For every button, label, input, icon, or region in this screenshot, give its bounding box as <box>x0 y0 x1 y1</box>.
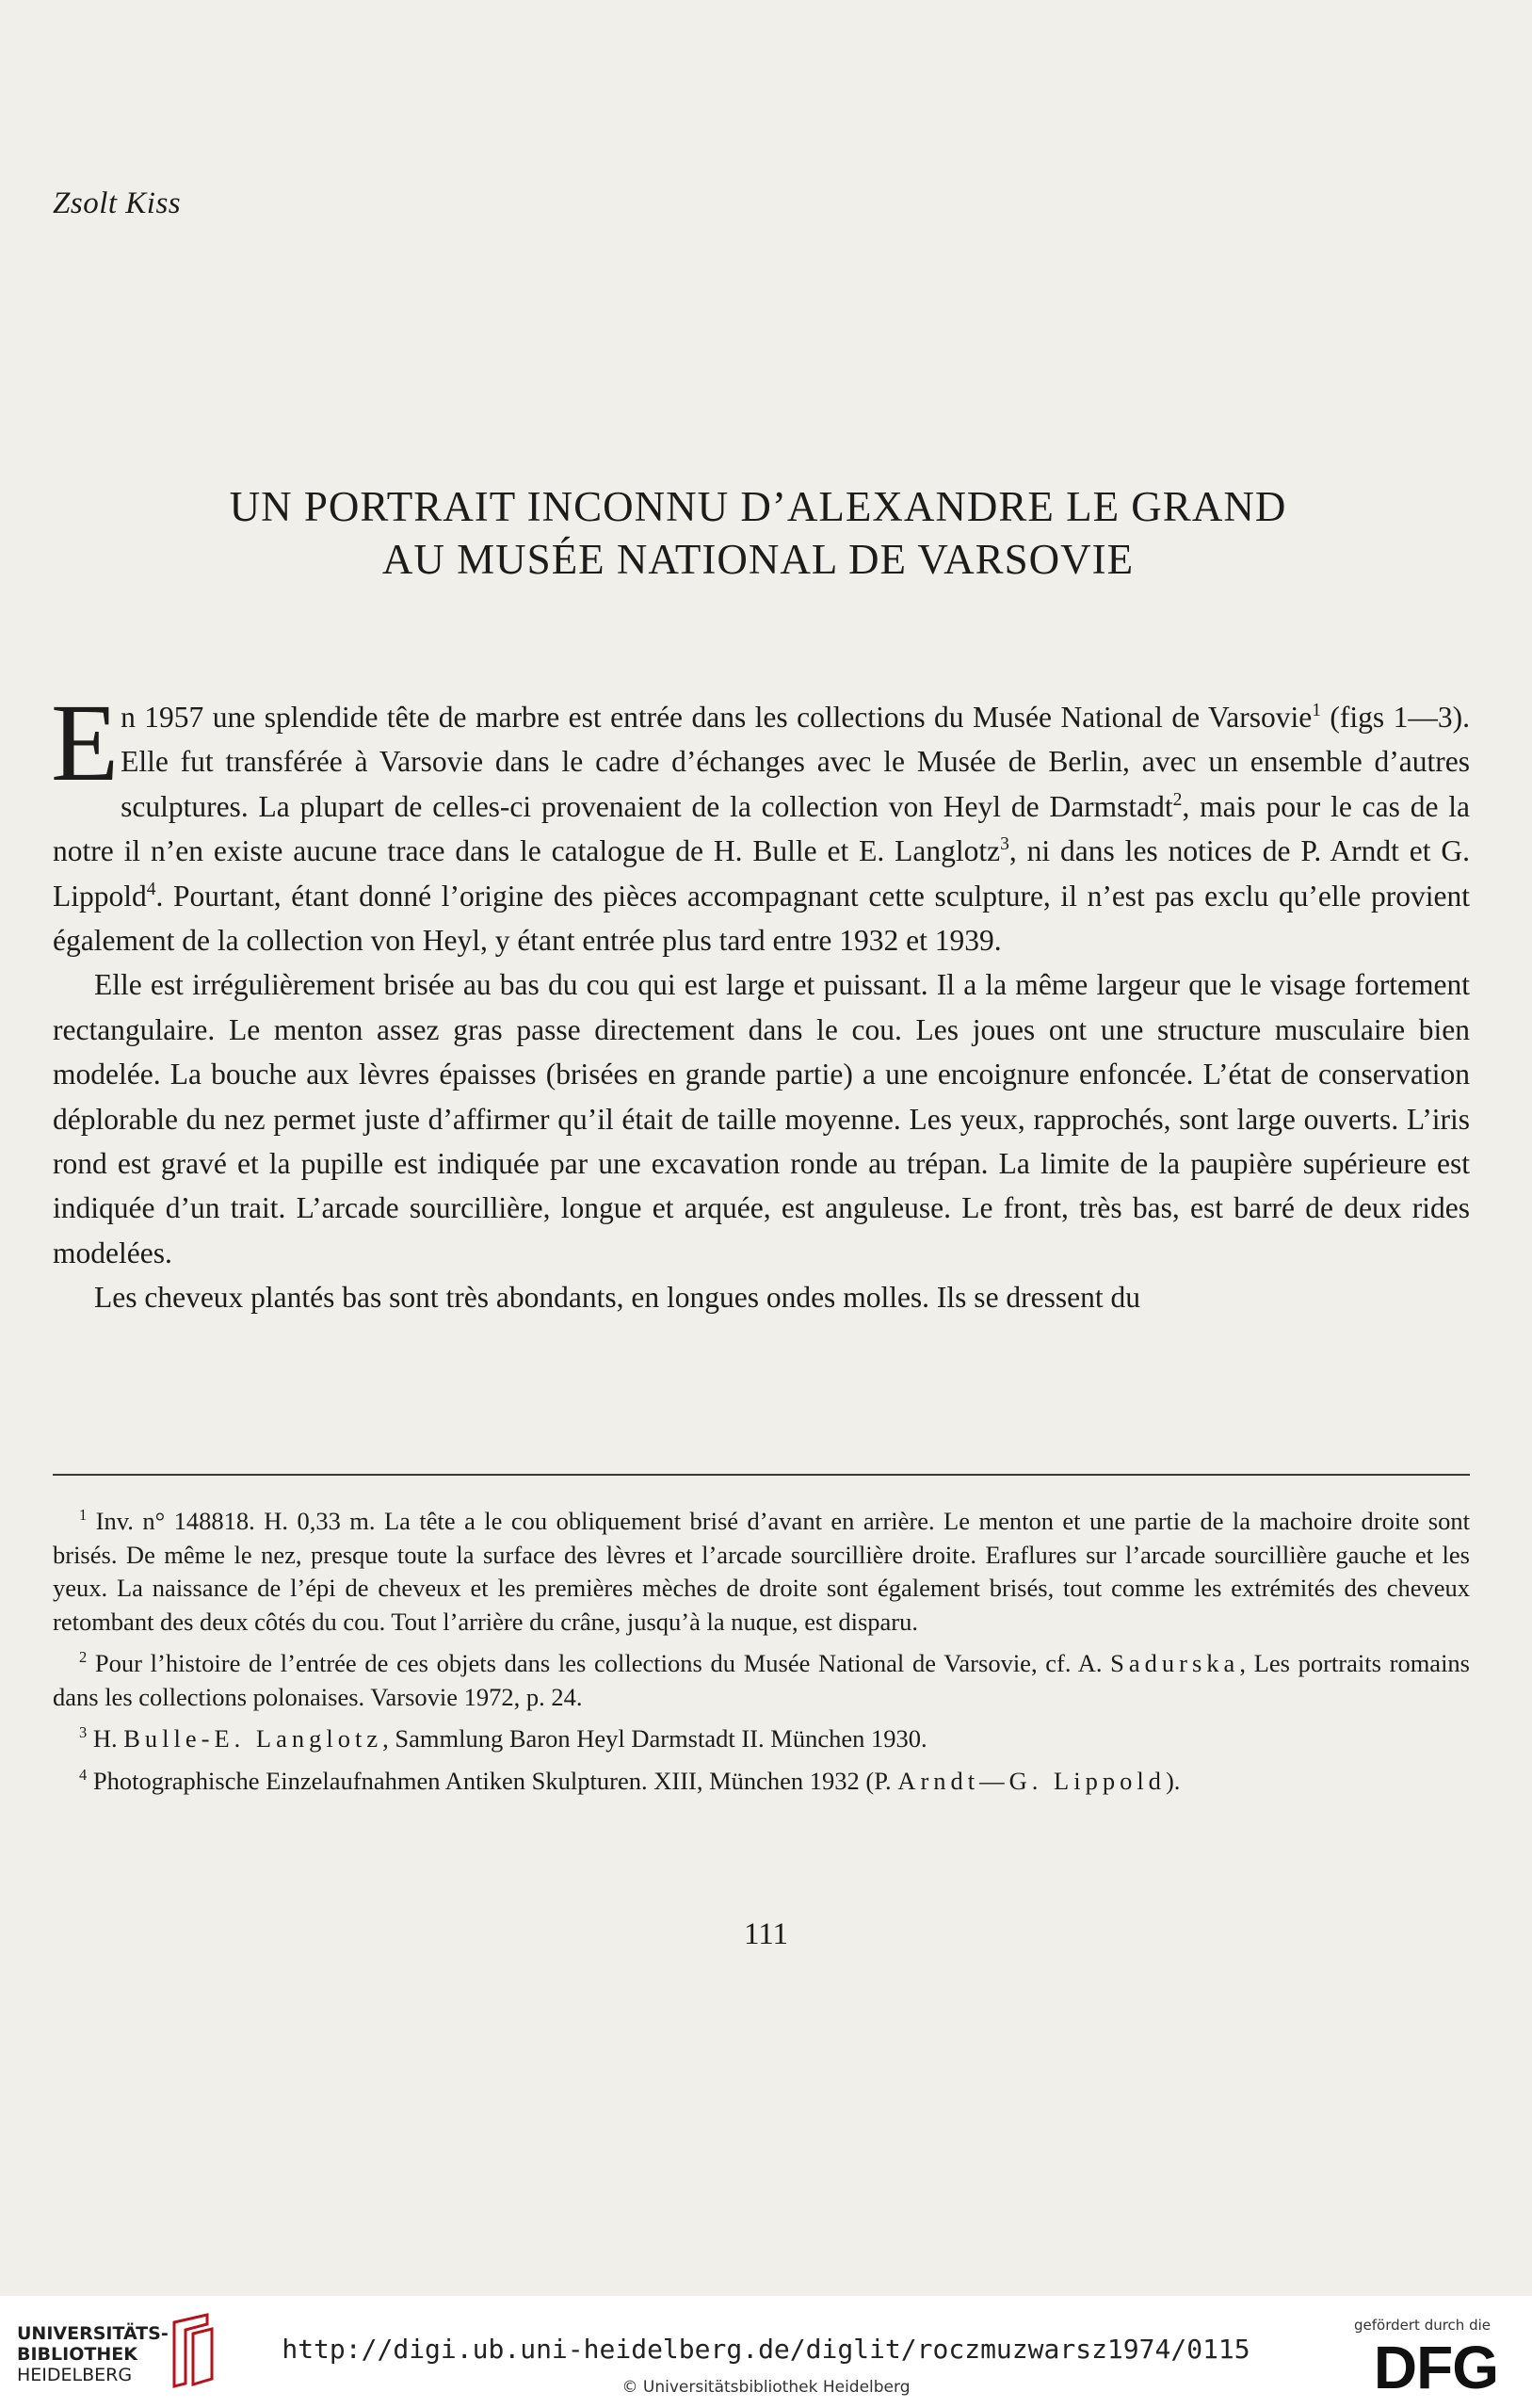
page-number: 111 <box>743 1917 789 1951</box>
article-title-line-2: AU MUSÉE NATIONAL DE VARSOVIE <box>381 536 1135 583</box>
footnote-1: $^1$ Inv. n° 148818. H. 0,33 m. La tête a le cou obliquement brisé d’avant en arrière. Le menton et une partie de la machoire droite sont brisés. De même le nez, presque toute la surface des lèvres et l’arcade sourcillière droite. Eraflures sur l’arcade sourcillière gauche et les yeux. La naissance de l’épi de cheveux et les premières mèches de droite sont également brisés, tout comme les extrémités des cheveux retombant des deux côtés du cou. Tout l’arrière du crâne, jusqu’à la nuque, est disparu. <box>53 1505 1470 1636</box>
footnote-ref-1[interactable]: 1 <box>1312 700 1321 720</box>
article-body <box>51 681 1471 1320</box>
footnote-ref-3[interactable]: 3 <box>1000 834 1009 855</box>
footnote-4: $^4$ Photographische Einzelaufnahmen Antiken Skulpturen. XIII, München 1932 (P. Arndt—G. Lippold). <box>79 1765 1181 1795</box>
article-title-line-1: UN PORTRAIT INCONNU D’ALEXANDRE LE GRAND <box>229 483 1287 530</box>
source-url-link[interactable]: http://digi.ub.uni-heidelberg.de/diglit/roczmuzwarsz1974/0115 <box>282 2334 1250 2365</box>
footnote-2: $^2$ Pour l’histoire de l’entrée de ces objets dans les collections du Musée National de Varsovie, cf. A. Sadurska, Les portraits romains dans les collections polonaises. Varsovie 1972, p. 24. <box>53 1647 1470 1711</box>
paragraph-1: En 1957 une splendide tête de marbre est entrée dans les collections du Musée National de Varsovie$^1$ (figs 1—3). Elle fut transférée à Varsovie dans le cadre d’échanges avec le Musée de Berlin, avec un ensemble d’autres sculptures. La plupart de celles-ci provenaient de la collection von Heyl de Darmstadt$^2$, mais pour le cas de la notre il n’en existe aucune trace dans le catalogue de H. Bulle et E. Langlotz$^3$, ni dans les notices de P. Arndt et G. Lippold$^4$. Pourtant, étant donné l’origine des pièces accompagnant cette sculpture, il n’est pas exclu qu’elle provient également de la collection von Heyl, y étant entrée plus tard entre 1932 et 1939. <box>51 681 1471 958</box>
drop-cap: E <box>51 681 120 804</box>
copyright-notice: © Universitätsbibliothek Heidelberg <box>621 2378 911 2397</box>
footnote-ref-4[interactable]: 4 <box>146 879 156 899</box>
footnote-ref-2[interactable]: 2 <box>1172 789 1183 810</box>
paragraph-3: Les cheveux plantés bas sont très abondants, en longues ondes molles. Ils se dressent du <box>94 1281 1141 1315</box>
author-name: Zsolt Kiss <box>53 186 182 220</box>
library-name: UNIVERSITÄTS- BIBLIOTHEK HEIDELBERG <box>17 2323 169 2385</box>
footnotes <box>53 1505 1470 1806</box>
footnote-3: $^3$ H. Bulle-E. Langlotz, Sammlung Baron Heyl Darmstadt II. München 1930. <box>79 1722 927 1753</box>
footnote-divider <box>53 1474 1470 1476</box>
funded-by-label: gefördert durch die <box>1354 2317 1491 2334</box>
digitization-footer <box>0 2296 1532 2408</box>
dfg-logo: DFG <box>1373 2334 1498 2401</box>
paragraph-2: Elle est irrégulièrement brisée au bas du cou qui est large et puissant. Il a la même largeur que le visage fortement rectangulaire. Le menton assez gras passe directement dans le cou. Les joues ont une structure musculaire bien modelée. La bouche aux lèvres épaisses (brisées en grande partie) a une encoignure enfoncée. L’état de conservation déplorable du nez permet juste d’affirmer qu’il était de taille moyenne. Les yeux, rapprochés, sont large ouverts. L’iris rond est gravé et la pupille est indiquée par une excavation ronde au trépan. La limite de la paupière supérieure est indiquée d’un trait. L’arcade sourcillière, longue et arquée, est anguleuse. Le front, très bas, est barré de deux rides modelées. <box>53 968 1470 1269</box>
